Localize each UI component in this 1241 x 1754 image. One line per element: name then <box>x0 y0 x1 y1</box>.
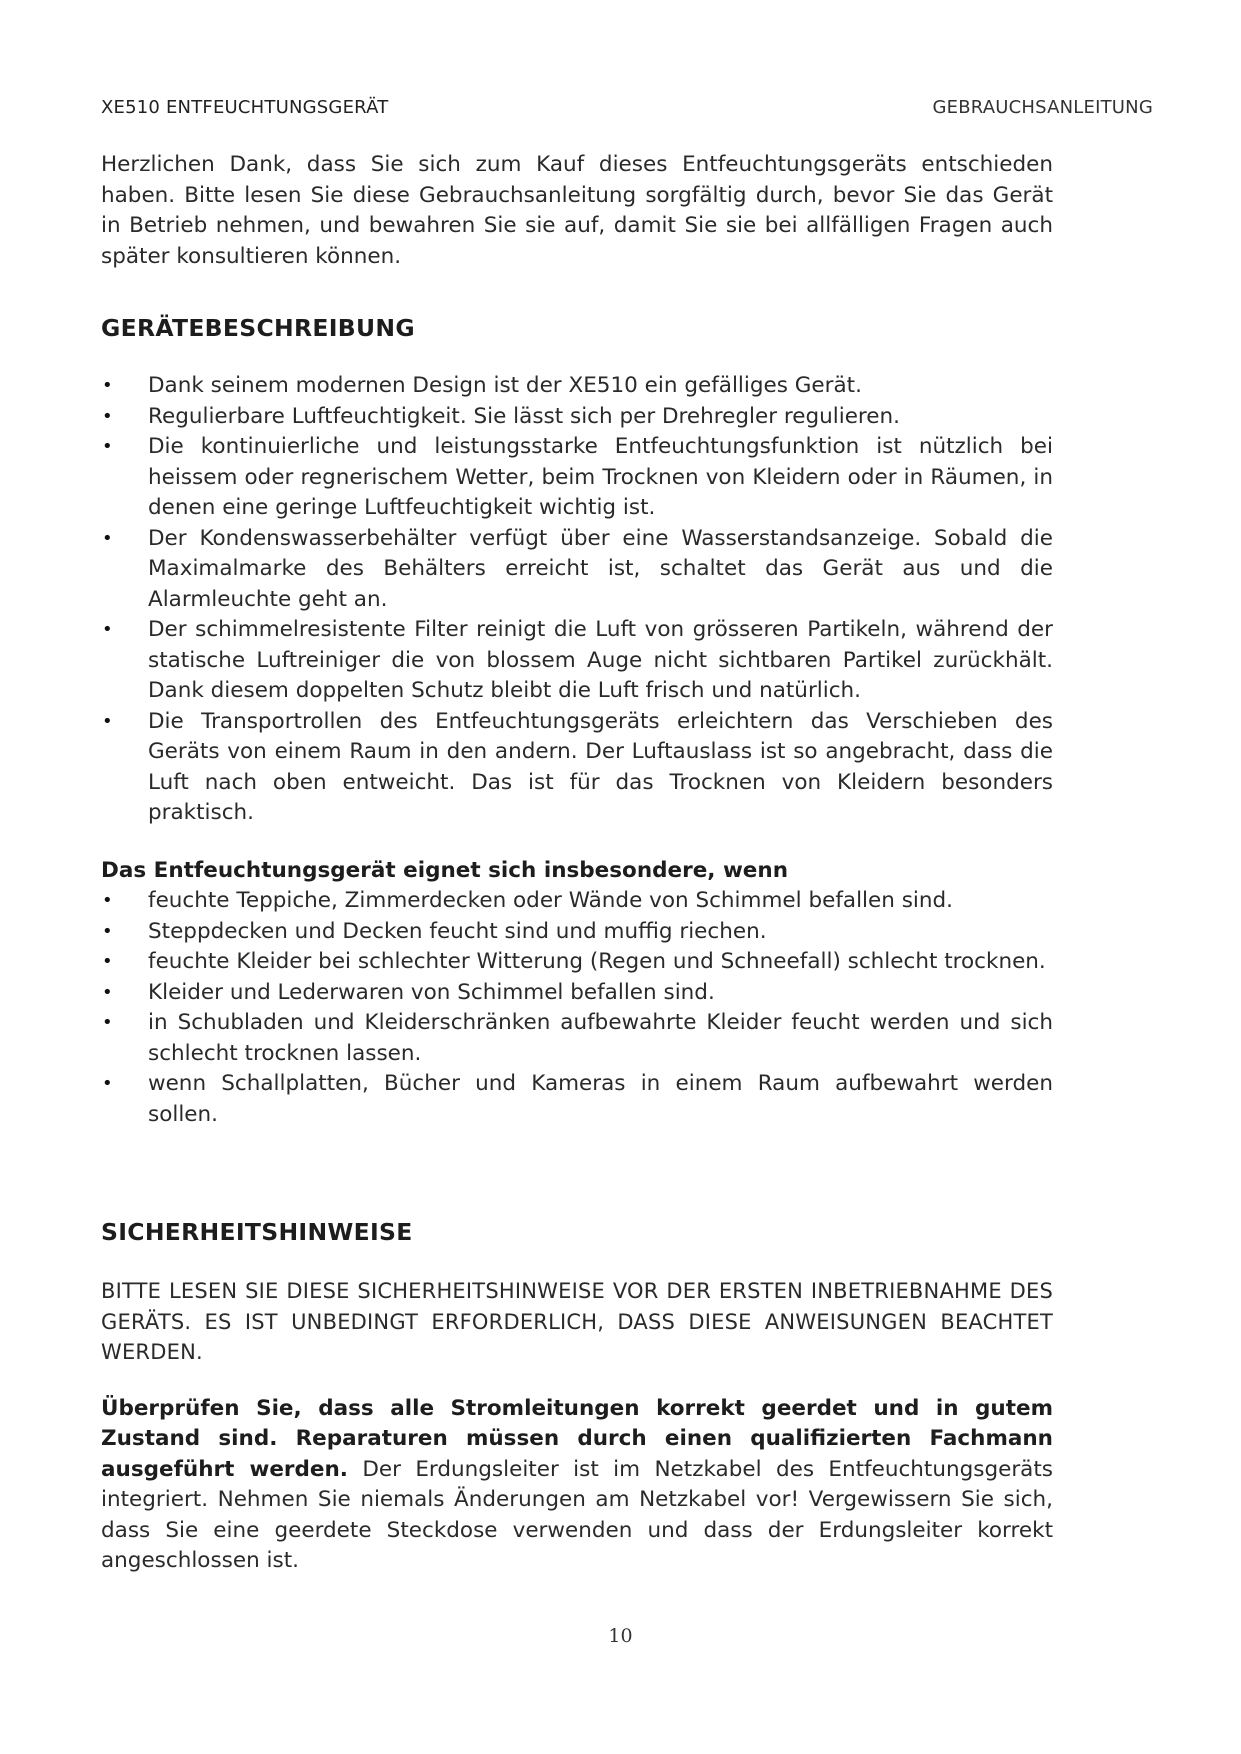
list-item: • Dank seinem modernen Design ist der XE510 ein gefälliges Gerät. <box>101 371 1053 402</box>
suitability-heading: Das Entfeuchtungsgerät eignet sich insbesondere, wenn <box>101 857 789 883</box>
list-item: • feuchte Teppiche, Zimmerdecken oder Wände von Schimmel befallen sind. <box>101 886 1053 917</box>
bullet-icon: • <box>102 1073 113 1094</box>
bullet-icon: • <box>102 527 113 549</box>
list-item: • Steppdecken und Decken feucht sind und muffig riechen. <box>101 917 1053 948</box>
list-item: • feuchte Kleider bei schlechter Witterung (Regen und Schneefall) schlecht trocknen. <box>101 947 1053 978</box>
bullet-icon: • <box>102 405 113 427</box>
bullet-icon: • <box>102 981 113 1003</box>
list-item: • Der schimmelresistente Filter reinigt die Luft von grösseren Partikeln, während der statische Luftreiniger die von blossem Auge nicht sichtbaren Partikel zurückhält. Dank diesem doppelten Schutz bleibt die Luft frisch und natürlich. <box>102 617 1053 703</box>
safety-caps-paragraph: BITTE LESEN SIE DIESE SICHERHEITSHINWEISE VOR DER ERSTEN INBETRIEBNAHME DES GERÄTS. ES IST UNBEDINGT ERFORDERLICH, DASS DIESE ANWEISUNGEN BEACHTET WERDEN. <box>101 1279 1053 1364</box>
header-left: XE510 ENTFEUCHTUNGSGERÄT <box>101 97 389 118</box>
grounding-normal-text: Der Erdungsleiter ist im Netzkabel des Entfeuchtungsgeräts integriert. Nehmen Sie niemals Änderungen am Netzkabel vor! Vergewissern Sie sich, dass Sie eine geerdete Steckdose verwenden und dass der Erdungsleiter korrekt angeschlossen ist. <box>101 1456 1053 1573</box>
bullet-icon: • <box>102 920 113 942</box>
bullet-icon: • <box>102 951 113 972</box>
suitability-list <box>101 886 1053 1130</box>
page-number: 10 <box>608 1625 633 1647</box>
intro-paragraph: Herzlichen Dank, dass Sie sich zum Kauf dieses Entfeuchtungsgeräts entschieden haben. Bitte lesen Sie diese Gebrauchsanleitung sorgfältig durch, bevor Sie das Gerät in Betrieb nehmen, und bewahren Sie sie auf, damit Sie sie bei allfälligen Fragen auch später konsultieren können. <box>101 152 1053 269</box>
list-item: • Die kontinuierliche und leistungsstarke Entfeuchtungsfunktion ist nützlich bei heissem oder regnerischem Wetter, beim Trocknen von Kleidern oder in Räumen, in denen eine geringe Luftfeuchtigkeit wichtig ist. <box>102 434 1053 520</box>
list-item: • in Schubladen und Kleiderschränken aufbewahrte Kleider feucht werden und sich schlecht trocknen lassen. <box>102 1010 1053 1066</box>
list-item: • Regulierbare Luftfeuchtigkeit. Sie lässt sich per Drehregler regulieren. <box>101 402 1053 433</box>
grounding-paragraph <box>101 1394 1053 1577</box>
bullet-icon: • <box>102 375 113 396</box>
bullet-icon: • <box>102 890 113 911</box>
list-item: • Der Kondenswasserbehälter verfügt über eine Wasserstandsanzeige. Sobald die Maximalmarke des Behälters erreicht ist, schaltet das Gerät aus und die Alarmleuchte geht an. <box>102 525 1053 612</box>
bullet-icon: • <box>102 619 113 640</box>
bullet-icon: • <box>102 710 113 732</box>
section-title-safety: SICHERHEITSHINWEISE <box>101 1218 413 1246</box>
bullet-icon: • <box>102 436 113 457</box>
description-list <box>101 371 1053 829</box>
bullet-icon: • <box>102 1012 113 1033</box>
section-title-description: GERÄTEBESCHREIBUNG <box>101 314 415 342</box>
list-item: • Kleider und Lederwaren von Schimmel befallen sind. <box>101 978 1053 1009</box>
content <box>101 150 1053 1577</box>
grounding-bold-text: Überprüfen Sie, dass alle Stromleitungen korrekt geerdet und in gutem Zustand sind. Reparaturen müssen durch einen qualifizierten Fachmann ausgeführt werden. <box>101 1395 1053 1482</box>
header-right: GEBRAUCHSANLEITUNG <box>932 97 1153 118</box>
list-item: • Die Transportrollen des Entfeuchtungsgeräts erleichtern das Verschieben des Geräts von einem Raum in den andern. Der Luftauslass ist so angebracht, dass die Luft nach oben entweicht. Das ist für das Trocknen von Kleidern besonders praktisch. <box>102 708 1053 825</box>
list-item: • wenn Schallplatten, Bücher und Kameras in einem Raum aufbewahrt werden sollen. <box>102 1071 1053 1127</box>
